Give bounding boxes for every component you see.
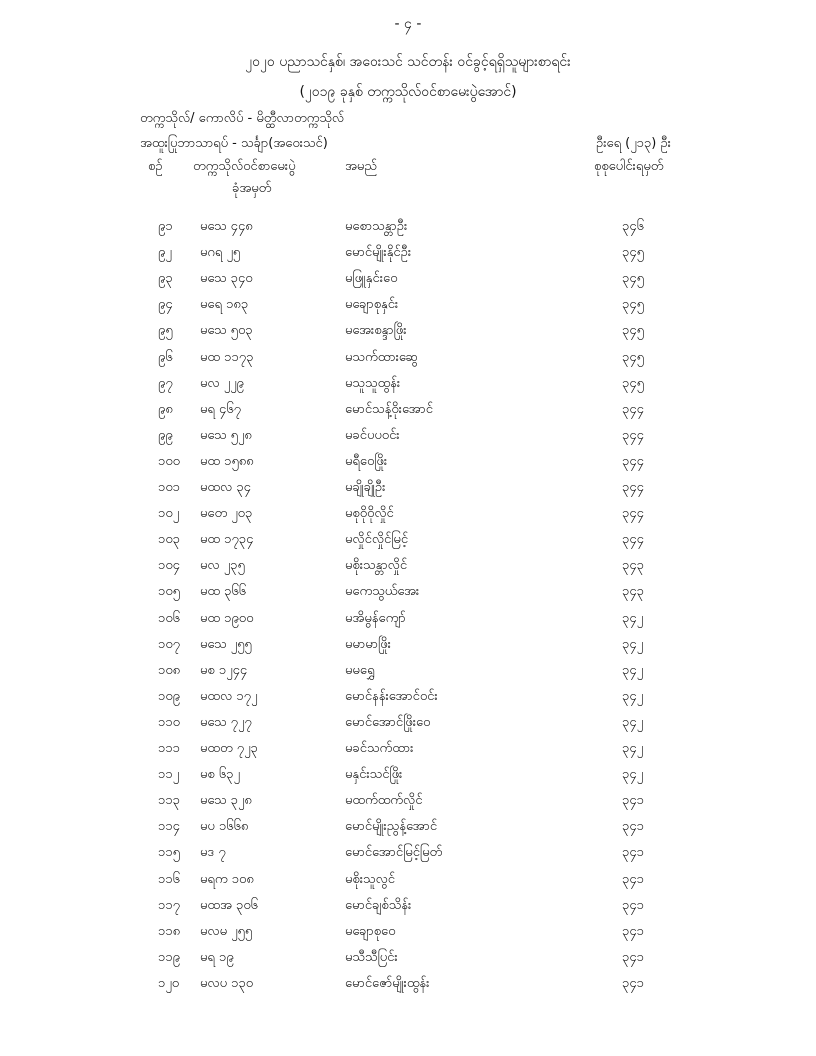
row-number: ၁၁၅ — [158, 845, 180, 861]
roll-number: မဂရ ၂၅ — [200, 245, 241, 261]
table-row — [0, 662, 816, 682]
table-row — [0, 636, 816, 656]
total-marks: ၃၄၄ — [622, 532, 644, 548]
roll-number: မရ ၄၆၇ — [200, 401, 241, 417]
student-name: မမာမာဖြိုး — [345, 636, 391, 652]
row-number: ၁၁၇ — [158, 897, 180, 913]
total-marks: ၃၄၅ — [622, 323, 644, 339]
total-marks: ၃၄၁ — [622, 975, 644, 991]
student-name: မရီဝေဖြိုး — [345, 453, 388, 469]
table-row — [0, 897, 816, 917]
row-number: ၉၄ — [158, 297, 173, 313]
student-name: မနှင်းသင်ဖြိုး — [345, 767, 403, 783]
table-row — [0, 844, 816, 864]
table-row — [0, 688, 816, 708]
total-marks: ၃၄၁ — [622, 923, 644, 939]
column-header-no: စဉ် — [148, 159, 163, 174]
total-marks: ၃၄၁ — [622, 845, 644, 861]
table-row — [0, 740, 816, 760]
roll-number: မထတ ၇၂၃ — [200, 741, 258, 756]
table-row — [0, 531, 816, 551]
university-line: တက္ကသိုလ်/ ကောလိပ် - မိတ္ထီလာတက္ကသိုလ် — [140, 111, 345, 126]
roll-number: မသေ ၅၀၃ — [200, 323, 253, 339]
row-number: ၁၀၅ — [158, 584, 180, 600]
table-row — [0, 557, 816, 577]
table-row — [0, 923, 816, 943]
total-marks: ၃၄၂ — [622, 636, 644, 652]
row-number: ၁၀၇ — [158, 636, 180, 652]
roll-number: မသေ ၂၅၅ — [200, 636, 252, 652]
row-number: ၁၁၉ — [158, 949, 180, 965]
student-name: မကေသွယ်အေး — [345, 584, 420, 600]
student-name: မစိုးသူလွင် — [345, 871, 396, 887]
student-name: မထက်ထက်လှိုင် — [345, 793, 423, 809]
column-header-name: အမည် — [345, 159, 377, 174]
row-number: ၉၉ — [158, 427, 173, 443]
roll-number: မထ ၁၁၇၃ — [200, 349, 254, 365]
row-number: ၁၂၀ — [158, 975, 180, 991]
roll-number: မလ ၂၃၅ — [200, 558, 245, 574]
total-marks: ၃၄၃ — [622, 584, 644, 600]
total-marks: ၃၄၄ — [622, 506, 644, 522]
roll-number: မရက ၁၀၈ — [200, 871, 254, 887]
column-header-roll-line2: ခုံအမှတ် — [232, 181, 272, 196]
row-number: ၁၀၆ — [158, 610, 180, 626]
student-name: မစုဝိုဝိုလှိုင် — [345, 506, 394, 522]
table-row — [0, 270, 816, 290]
total-marks: ၃၄၆ — [622, 219, 644, 234]
roll-number: မသေ ၃၂၈ — [200, 793, 252, 809]
roll-number: မသေ ၃၄၀ — [200, 271, 253, 287]
total-marks: ၃၄၅ — [622, 245, 644, 261]
table-row — [0, 479, 816, 499]
total-marks: ၃၄၂ — [622, 662, 644, 678]
student-name: မမရွှေ — [345, 662, 375, 678]
row-number: ၁၁၂ — [158, 767, 180, 783]
row-number: ၉၇ — [158, 375, 173, 391]
specialization-line: အထူးပြုဘာသာရပ် - သင်္ချာ(အဝေးသင်) — [140, 136, 328, 151]
roll-number: မထလ ၁၇၂ — [200, 688, 258, 704]
roll-number: မရ ၁၉ — [200, 949, 234, 965]
row-number: ၁၀၁ — [158, 480, 180, 495]
column-header-roll: တက္ကသိုလ်ဝင်စာမေးပွဲ — [193, 159, 296, 174]
total-marks: ၃၄၂ — [622, 741, 644, 756]
total-marks: ၃၄၅ — [622, 271, 644, 287]
student-name: မချောစုနှင်း — [345, 297, 399, 313]
table-row — [0, 322, 816, 342]
row-number: ၁၀၀ — [158, 453, 180, 469]
row-number: ၁၀၃ — [158, 532, 180, 548]
student-name: မခင်ပပဝင်း — [345, 427, 400, 443]
roll-number: မစ ၆၃၂ — [200, 767, 240, 783]
roll-number: မထ ၁၅၈၈ — [200, 453, 254, 469]
table-row — [0, 296, 816, 316]
student-name: မစိုးသန္တာလှိုင် — [345, 558, 408, 574]
student-name: မလှိုင်လှိုင်မြင့် — [345, 532, 409, 548]
table-row — [0, 427, 816, 447]
student-name: မောင်မျိုးနိုင်ဦး — [345, 245, 412, 261]
table-row — [0, 218, 816, 238]
table-row — [0, 766, 816, 786]
row-number: ၁၀၂ — [158, 506, 180, 522]
total-marks: ၃၄၁ — [622, 871, 644, 887]
total-marks: ၃၄၂ — [622, 688, 644, 704]
student-name: မောင်အောင်ဖြိုးဝေ — [345, 714, 431, 730]
roll-number: မလမ ၂၅၅ — [200, 923, 253, 939]
row-number: ၉၈ — [158, 401, 173, 417]
row-number: ၁၁၃ — [158, 793, 180, 809]
student-name: မောင်သန့်ဝိုးအောင် — [345, 401, 433, 417]
row-number: ၉၃ — [158, 271, 173, 287]
total-marks: ၃၄၁ — [622, 819, 644, 835]
student-name: မစောသန္တာဦး — [345, 219, 408, 234]
student-name: မောင်ချစ်သိန်း — [345, 897, 412, 913]
table-row — [0, 375, 816, 395]
table-row — [0, 949, 816, 969]
student-name: မောင်နန်းအောင်ဝင်း — [345, 688, 438, 704]
student-name: မအေးစန္ဒာဖြိုး — [345, 323, 407, 339]
total-marks: ၃၄၁ — [622, 949, 644, 965]
row-number: ၁၁၈ — [158, 923, 181, 939]
row-number: ၁၀၉ — [158, 688, 180, 704]
row-number: ၉၆ — [158, 349, 173, 365]
table-row — [0, 714, 816, 734]
page-number: - ၄ - — [394, 16, 422, 32]
row-number: ၉၁ — [158, 219, 173, 234]
total-marks: ၃၄၄ — [622, 401, 644, 417]
student-name: မောင်အောင်မြင့်မြတ် — [345, 845, 443, 861]
student-name: မသူသူထွန်း — [345, 375, 401, 391]
total-marks: ၃၄၂ — [622, 610, 644, 626]
student-name: မောင်ဇော်မျိုးထွန်း — [345, 975, 430, 991]
row-number: ၉၂ — [158, 245, 172, 261]
student-name: မသီသီပြင်း — [345, 949, 398, 965]
total-marks: ၃၄၅ — [622, 297, 644, 313]
roll-number: မလပ ၁၃၀ — [200, 975, 254, 991]
row-number: ၁၀၈ — [158, 662, 181, 678]
roll-number: မတေ ၂၀၃ — [200, 506, 253, 522]
table-row — [0, 505, 816, 525]
page-subtitle: (၂၀၁၉ ခုနှစ် တက္ကသိုလ်ဝင်စာမေးပွဲအောင်) — [299, 84, 517, 100]
table-row — [0, 349, 816, 369]
student-name: မချောစုဝေ — [345, 923, 396, 939]
table-row — [0, 818, 816, 838]
total-marks: ၃၄၁ — [622, 793, 644, 809]
total-marks: ၃၄၅ — [622, 375, 644, 391]
total-marks: ၃၄၅ — [622, 349, 644, 365]
table-row — [0, 792, 816, 812]
row-number: ၁၁၁ — [158, 741, 180, 756]
roll-number: မဒ ၇ — [200, 845, 226, 861]
total-marks: ၃၄၂ — [622, 767, 644, 783]
row-number: ၁၁၄ — [158, 819, 180, 835]
table-row — [0, 401, 816, 421]
total-marks: ၃၄၄ — [622, 453, 644, 469]
total-marks: ၃၄၁ — [622, 897, 644, 913]
student-name: မဖြူနှင်းဝေ — [345, 271, 398, 287]
roll-number: မထ ၃၆၆ — [200, 584, 247, 600]
student-name: မချိုချိုဦး — [345, 480, 386, 495]
table-row — [0, 244, 816, 264]
student-name: မခင်သက်ထား — [345, 741, 414, 756]
table-row — [0, 610, 816, 630]
roll-number: မသေ ၇၂၇ — [200, 714, 252, 730]
table-row — [0, 975, 816, 995]
table-row — [0, 871, 816, 891]
roll-number: မထ ၁၇၃၄ — [200, 532, 254, 548]
roll-number: မစ ၁၂၄၄ — [200, 662, 248, 678]
row-number: ၁၁၀ — [158, 714, 180, 730]
total-marks: ၃၄၂ — [622, 714, 644, 730]
total-count: ဦးရေ (၂၁၃) ဦး — [596, 136, 671, 151]
student-name: မသက်ထားဆွေ — [345, 349, 419, 365]
row-number: ၁၁၆ — [158, 871, 180, 887]
student-name: မောင်မျိုးညွန့်အောင် — [345, 819, 438, 835]
total-marks: ၃၄၃ — [622, 558, 644, 574]
total-marks: ၃၄၄ — [622, 480, 644, 495]
page-title: ၂၀၂၀ ပညာသင်နှစ်၊ အဝေးသင် သင်တန်း ဝင်ခွင့်ရရှိသူများစာရင်း — [245, 54, 571, 70]
roll-number: မပ ၁၆၆၈ — [200, 819, 249, 835]
roll-number: မထအ ၃၀၆ — [200, 897, 258, 913]
roll-number: မထ ၁၉၀၀ — [200, 610, 254, 626]
roll-number: မလ ၂၂၉ — [200, 375, 244, 391]
table-row — [0, 583, 816, 603]
total-marks: ၃၄၄ — [622, 427, 644, 443]
roll-number: မသေ ၄၄၈ — [200, 219, 253, 234]
row-number: ၉၅ — [158, 323, 173, 339]
student-name: မအိမွန်ကျော် — [345, 610, 406, 626]
row-number: ၁၀၄ — [158, 558, 180, 574]
table-row — [0, 453, 816, 473]
roll-number: မသေ ၅၂၈ — [200, 427, 252, 443]
column-header-marks: စုစုပေါင်းရမှတ် — [594, 159, 664, 174]
roll-number: မထလ ၃၄ — [200, 480, 251, 495]
roll-number: မရေ ၁၈၃ — [200, 297, 249, 313]
